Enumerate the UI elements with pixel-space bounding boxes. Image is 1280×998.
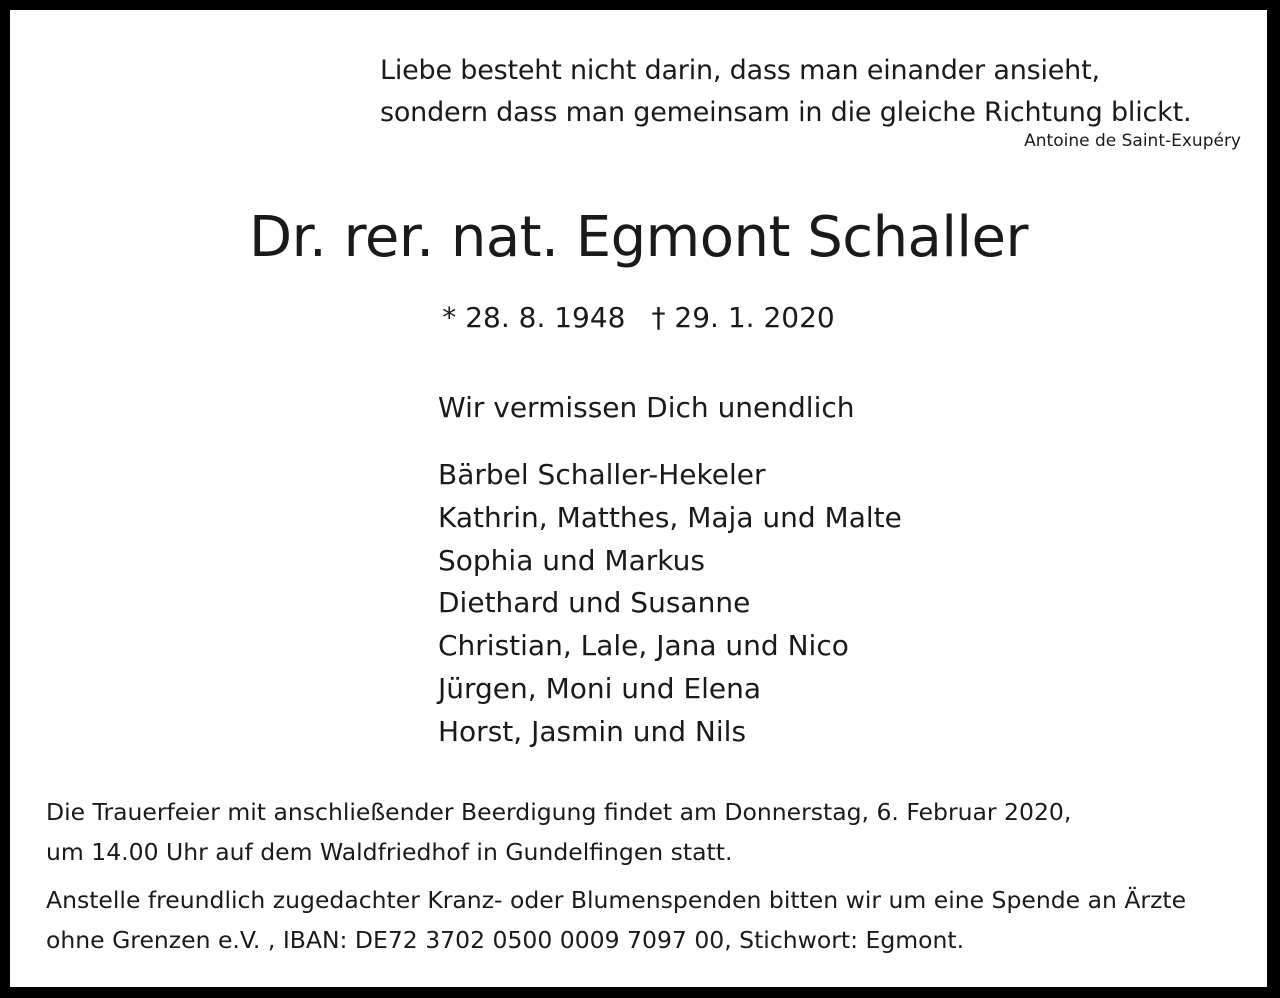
- quote-line-1: Liebe besteht nicht darin, dass man einander ansieht,: [380, 55, 1100, 86]
- funeral-information: [46, 792, 1246, 872]
- mourning-message: Wir vermissen Dich unendlich: [438, 391, 855, 424]
- family-member: Horst, Jasmin und Nils: [438, 714, 747, 748]
- epigraph-quote: [380, 50, 1240, 134]
- family-list: [438, 454, 902, 754]
- deceased-name: Dr. rer. nat. Egmont Schaller: [249, 205, 1028, 270]
- death-date: † 29. 1. 2020: [651, 301, 835, 334]
- family-member: Jürgen, Moni und Elena: [438, 671, 762, 705]
- donation-information: [46, 880, 1246, 960]
- family-member: Kathrin, Matthes, Maja und Malte: [438, 500, 902, 534]
- obituary-notice: [10, 10, 1267, 987]
- funeral-line-1: Die Trauerfeier mit anschließender Beerdigung findet am Donnerstag, 6. Februar 2020,: [46, 798, 1072, 826]
- life-dates: [10, 300, 1267, 336]
- donation-line-1: Anstelle freundlich zugedachter Kranz- oder Blumenspenden bitten wir um eine Spende an Ärzte: [46, 886, 1187, 914]
- family-member: Bärbel Schaller-Hekeler: [438, 458, 766, 491]
- birth-date: * 28. 8. 1948: [442, 301, 626, 334]
- quote-author: Antoine de Saint-Exupéry: [1024, 131, 1241, 151]
- donation-line-2: ohne Grenzen e.V. , IBAN: DE72 3702 0500 0009 7097 00, Stichwort: Egmont.: [46, 926, 965, 954]
- family-member: Christian, Lale, Jana und Nico: [438, 629, 849, 663]
- quote-line-2: sondern dass man gemeinsam in die gleiche Richtung blickt.: [380, 97, 1192, 128]
- funeral-line-2: um 14.00 Uhr auf dem Waldfriedhof in Gundelfingen statt.: [46, 838, 733, 866]
- family-member: Diethard und Susanne: [438, 586, 751, 620]
- family-member: Sophia und Markus: [438, 543, 705, 577]
